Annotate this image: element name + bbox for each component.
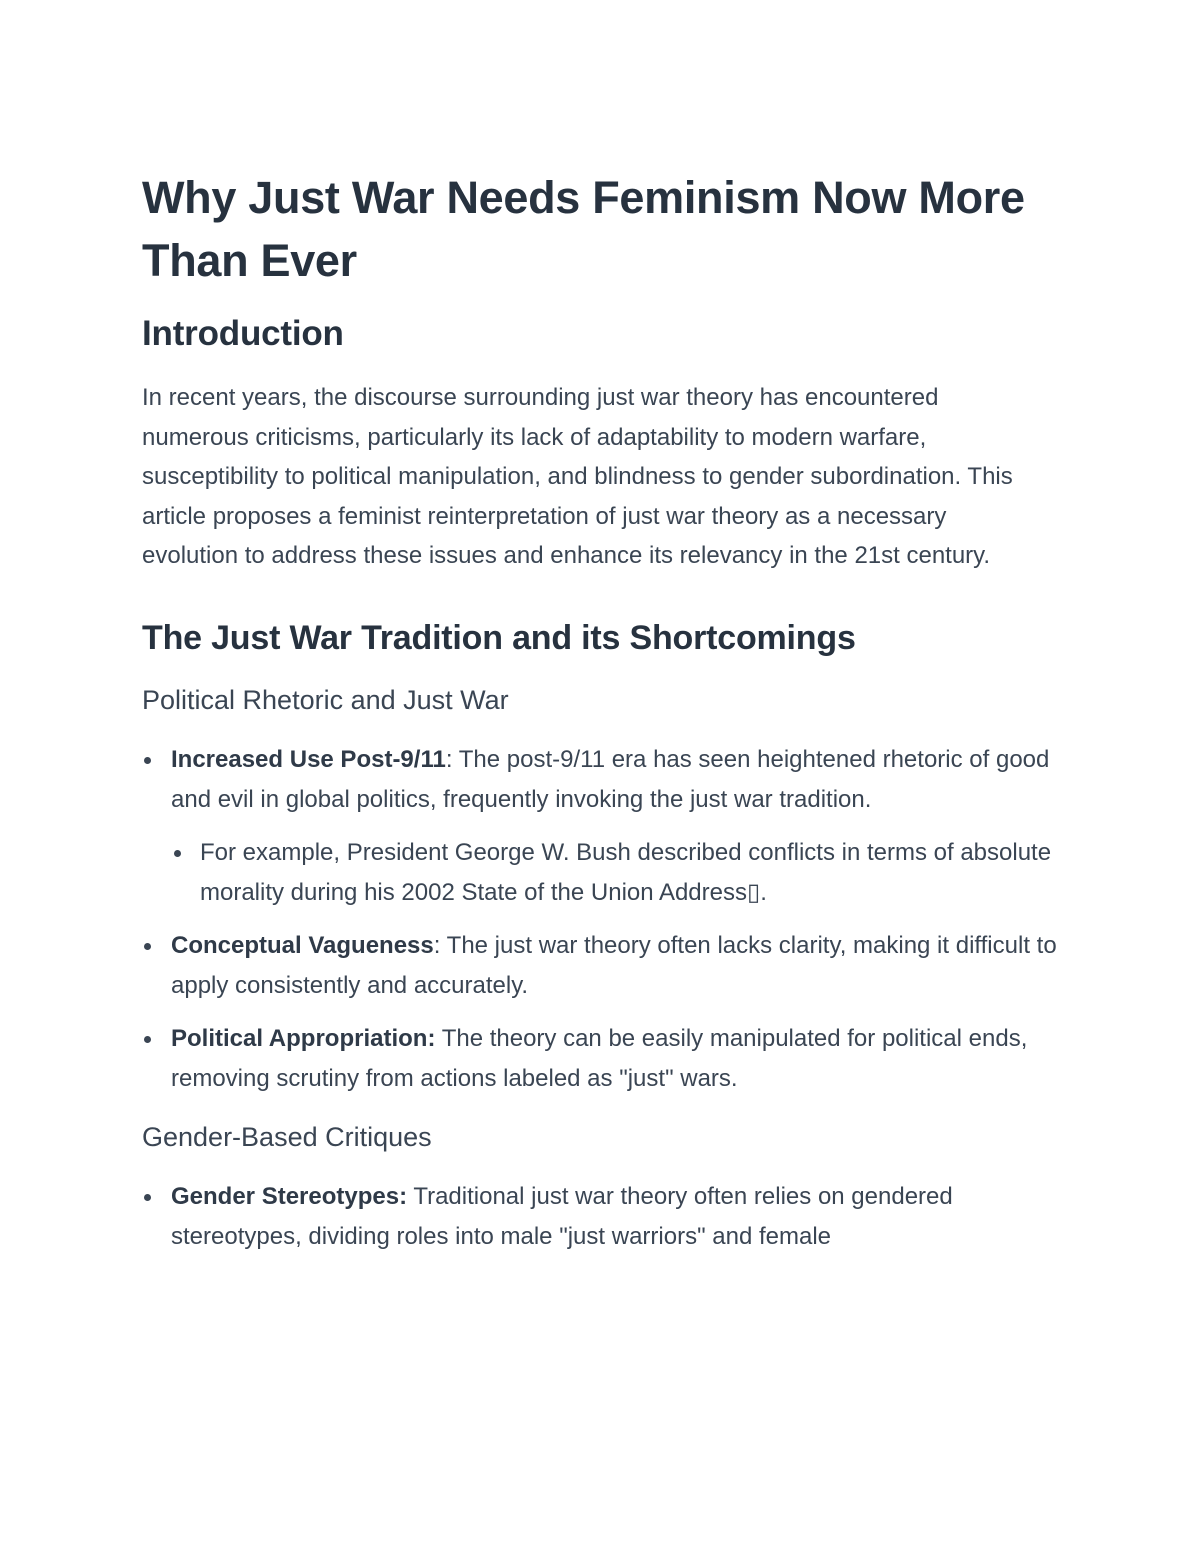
- bullet-icon: [144, 1194, 151, 1201]
- bullet-icon: [144, 757, 151, 764]
- list-item-term: Conceptual Vagueness: [171, 931, 434, 959]
- bullet-icon: [144, 943, 151, 950]
- bullet-icon: [174, 850, 181, 857]
- introduction-paragraph: In recent years, the discourse surrounding just war theory has encountered numerous criticisms, particularly its lack of adaptability to modern warfare, susceptibility to political manipulation, and blindness to gender subordination. This article proposes a feminist reinterpretation of just war theory as a necessary evolution to address these issues and enhance its relevancy in the 21st century.: [142, 384, 1013, 570]
- list-item: [142, 926, 1061, 1006]
- list-item: [142, 1177, 1061, 1257]
- bullet-icon: [144, 1036, 151, 1043]
- list-item-text: The theory can be easily manipulated for political ends, removing scrutiny from actions labeled as "just" wars.: [171, 1024, 1028, 1092]
- list-item-term: Political Appropriation:: [171, 1024, 436, 1052]
- list-item-term: Gender Stereotypes:: [171, 1182, 408, 1210]
- list-item-text: : The post-9/11 era has seen heightened rhetoric of good and evil in global politics, frequently invoking the just war tradition.: [171, 745, 1050, 813]
- document-title: Why Just War Needs Feminism Now More Than Ever: [142, 172, 1025, 286]
- nested-list-item-text: For example, President George W. Bush described conflicts in terms of absolute morality during his 2002 State of the Union Address▯.: [200, 838, 1052, 906]
- gender-critiques-list: [142, 1177, 1062, 1257]
- list-item-term: Increased Use Post-9/11: [171, 745, 446, 773]
- list-item-text: Traditional just war theory often relies on gendered stereotypes, dividing roles into male "just warriors" and female: [171, 1182, 953, 1250]
- nested-list-item: [171, 833, 1060, 913]
- list-item: [142, 1019, 1061, 1099]
- political-rhetoric-list: [142, 740, 1062, 1099]
- introduction-heading: Introduction: [142, 314, 344, 353]
- list-item: [142, 740, 1061, 913]
- list-item-text: : The just war theory often lacks clarity, making it difficult to apply consistently and accurately.: [171, 931, 1057, 999]
- political-rhetoric-heading: Political Rhetoric and Just War: [142, 684, 509, 715]
- section-heading: The Just War Tradition and its Shortcomings: [142, 618, 856, 657]
- nested-list: [171, 833, 1061, 913]
- document-page: [142, 166, 1062, 1270]
- gender-critiques-heading: Gender-Based Critiques: [142, 1121, 432, 1152]
